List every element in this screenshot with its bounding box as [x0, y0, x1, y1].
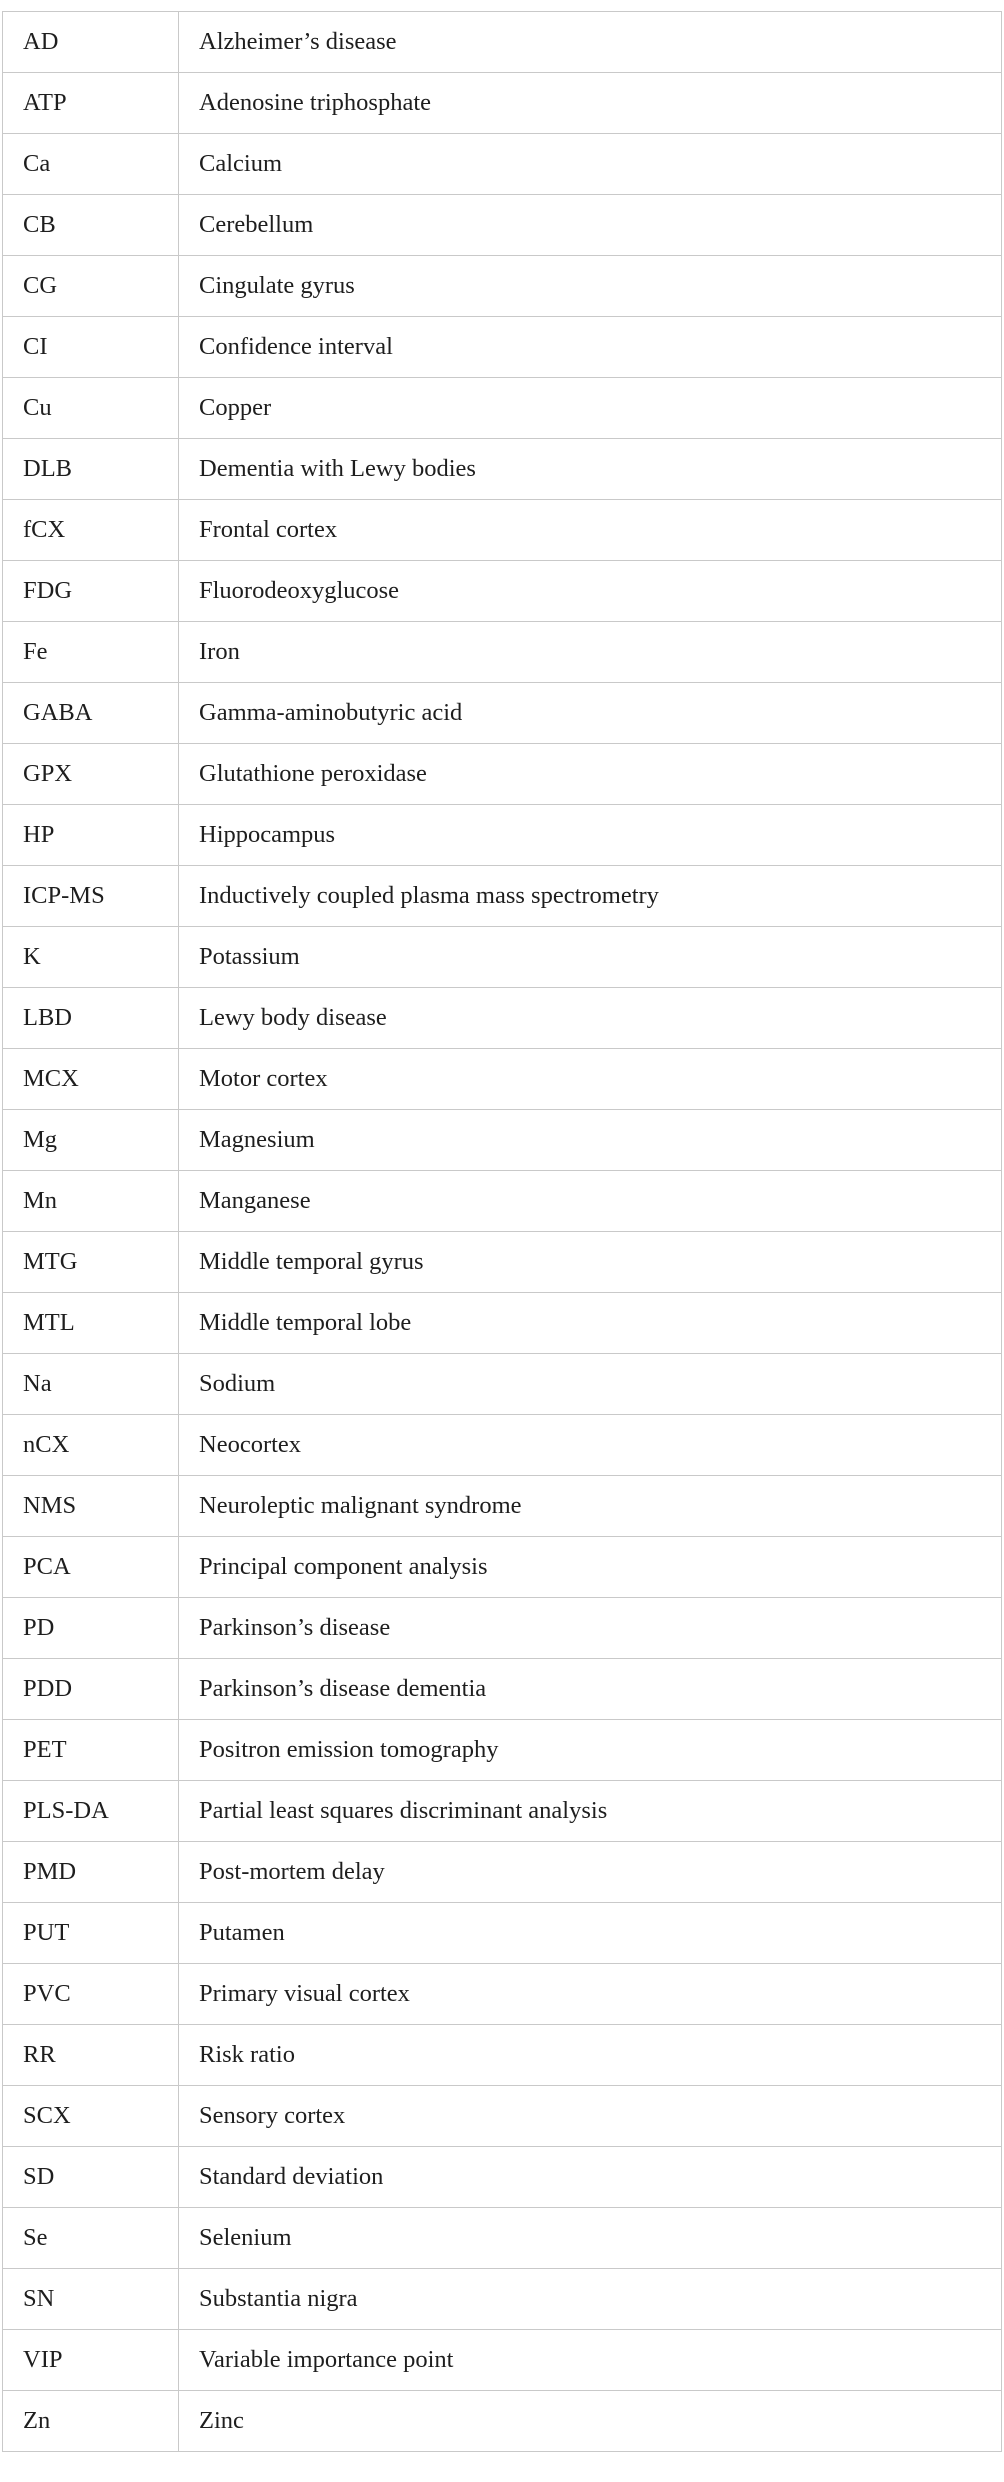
- table-row: [3, 2025, 1002, 2086]
- abbreviation-cell: ICP-MS: [3, 866, 179, 927]
- abbreviation-cell: PDD: [3, 1659, 179, 1720]
- table-row: [3, 683, 1002, 744]
- abbreviation-cell: LBD: [3, 988, 179, 1049]
- definition-cell: Variable importance point: [179, 2330, 1002, 2391]
- table-row: [3, 12, 1002, 73]
- definition-cell: Cingulate gyrus: [179, 256, 1002, 317]
- definition-cell: Zinc: [179, 2391, 1002, 2452]
- definition-cell: Lewy body disease: [179, 988, 1002, 1049]
- table-row: [3, 1476, 1002, 1537]
- abbreviation-cell: ATP: [3, 73, 179, 134]
- abbreviation-cell: SCX: [3, 2086, 179, 2147]
- definition-cell: Hippocampus: [179, 805, 1002, 866]
- definition-cell: Post-mortem delay: [179, 1842, 1002, 1903]
- definition-cell: Iron: [179, 622, 1002, 683]
- definition-cell: Motor cortex: [179, 1049, 1002, 1110]
- definition-cell: Middle temporal lobe: [179, 1293, 1002, 1354]
- table-row: [3, 1720, 1002, 1781]
- table-row: [3, 195, 1002, 256]
- definition-cell: Magnesium: [179, 1110, 1002, 1171]
- definition-cell: Middle temporal gyrus: [179, 1232, 1002, 1293]
- abbreviation-cell: PVC: [3, 1964, 179, 2025]
- definition-cell: Principal component analysis: [179, 1537, 1002, 1598]
- table-row: [3, 1293, 1002, 1354]
- definition-cell: Neocortex: [179, 1415, 1002, 1476]
- table-row: [3, 866, 1002, 927]
- definition-cell: Copper: [179, 378, 1002, 439]
- table-row: [3, 256, 1002, 317]
- definition-cell: Primary visual cortex: [179, 1964, 1002, 2025]
- abbreviation-cell: CB: [3, 195, 179, 256]
- table-row: [3, 744, 1002, 805]
- definition-cell: Potassium: [179, 927, 1002, 988]
- table-row: [3, 1354, 1002, 1415]
- table-row: [3, 73, 1002, 134]
- table-row: [3, 1842, 1002, 1903]
- table-row: [3, 1903, 1002, 1964]
- definition-cell: Alzheimer’s disease: [179, 12, 1002, 73]
- abbreviation-cell: GPX: [3, 744, 179, 805]
- abbreviation-cell: AD: [3, 12, 179, 73]
- definition-cell: Selenium: [179, 2208, 1002, 2269]
- abbreviation-cell: Fe: [3, 622, 179, 683]
- abbreviation-cell: PLS-DA: [3, 1781, 179, 1842]
- table-row: [3, 1171, 1002, 1232]
- definition-cell: Parkinson’s disease: [179, 1598, 1002, 1659]
- definition-cell: Standard deviation: [179, 2147, 1002, 2208]
- abbreviation-cell: Ca: [3, 134, 179, 195]
- table-row: [3, 561, 1002, 622]
- abbreviation-cell: Cu: [3, 378, 179, 439]
- table-row: [3, 317, 1002, 378]
- abbreviation-cell: HP: [3, 805, 179, 866]
- definition-cell: Positron emission tomography: [179, 1720, 1002, 1781]
- table-row: [3, 1537, 1002, 1598]
- abbreviation-cell: Na: [3, 1354, 179, 1415]
- table-row: [3, 1598, 1002, 1659]
- abbreviation-cell: fCX: [3, 500, 179, 561]
- table-row: [3, 927, 1002, 988]
- table-row: [3, 1964, 1002, 2025]
- definition-cell: Frontal cortex: [179, 500, 1002, 561]
- definition-cell: Sensory cortex: [179, 2086, 1002, 2147]
- table-row: [3, 134, 1002, 195]
- abbreviation-cell: MCX: [3, 1049, 179, 1110]
- definition-cell: Gamma-aminobutyric acid: [179, 683, 1002, 744]
- table-row: [3, 2330, 1002, 2391]
- table-row: [3, 622, 1002, 683]
- abbreviation-cell: GABA: [3, 683, 179, 744]
- abbreviation-cell: Mn: [3, 1171, 179, 1232]
- abbreviation-cell: DLB: [3, 439, 179, 500]
- abbreviation-cell: FDG: [3, 561, 179, 622]
- definition-cell: Calcium: [179, 134, 1002, 195]
- abbreviation-cell: MTL: [3, 1293, 179, 1354]
- table-row: [3, 988, 1002, 1049]
- abbreviation-cell: SD: [3, 2147, 179, 2208]
- abbreviation-cell: PUT: [3, 1903, 179, 1964]
- table-row: [3, 805, 1002, 866]
- abbreviation-cell: VIP: [3, 2330, 179, 2391]
- table-row: [3, 1049, 1002, 1110]
- abbreviation-cell: CI: [3, 317, 179, 378]
- definition-cell: Risk ratio: [179, 2025, 1002, 2086]
- abbreviation-cell: Mg: [3, 1110, 179, 1171]
- abbreviation-cell: CG: [3, 256, 179, 317]
- definition-cell: Confidence interval: [179, 317, 1002, 378]
- definition-cell: Manganese: [179, 1171, 1002, 1232]
- table-row: [3, 2147, 1002, 2208]
- definition-cell: Inductively coupled plasma mass spectrometry: [179, 866, 1002, 927]
- abbreviation-cell: PET: [3, 1720, 179, 1781]
- table-row: [3, 1110, 1002, 1171]
- abbreviation-cell: PCA: [3, 1537, 179, 1598]
- definition-cell: Fluorodeoxyglucose: [179, 561, 1002, 622]
- table-row: [3, 2269, 1002, 2330]
- table-row: [3, 378, 1002, 439]
- definition-cell: Adenosine triphosphate: [179, 73, 1002, 134]
- definition-cell: Sodium: [179, 1354, 1002, 1415]
- abbreviation-cell: K: [3, 927, 179, 988]
- definition-cell: Glutathione peroxidase: [179, 744, 1002, 805]
- abbreviations-table-body: [3, 12, 1002, 2452]
- abbreviation-cell: Se: [3, 2208, 179, 2269]
- abbreviation-cell: Zn: [3, 2391, 179, 2452]
- abbreviation-cell: PMD: [3, 1842, 179, 1903]
- definition-cell: Putamen: [179, 1903, 1002, 1964]
- abbreviation-cell: NMS: [3, 1476, 179, 1537]
- table-row: [3, 439, 1002, 500]
- abbreviation-cell: SN: [3, 2269, 179, 2330]
- definition-cell: Cerebellum: [179, 195, 1002, 256]
- table-row: [3, 2086, 1002, 2147]
- abbreviation-cell: MTG: [3, 1232, 179, 1293]
- table-row: [3, 2208, 1002, 2269]
- definition-cell: Dementia with Lewy bodies: [179, 439, 1002, 500]
- definition-cell: Partial least squares discriminant analysis: [179, 1781, 1002, 1842]
- table-row: [3, 2391, 1002, 2452]
- table-row: [3, 1659, 1002, 1720]
- table-row: [3, 1232, 1002, 1293]
- table-row: [3, 500, 1002, 561]
- table-row: [3, 1781, 1002, 1842]
- abbreviation-cell: RR: [3, 2025, 179, 2086]
- definition-cell: Parkinson’s disease dementia: [179, 1659, 1002, 1720]
- abbreviation-cell: nCX: [3, 1415, 179, 1476]
- abbreviations-table: [2, 11, 1002, 2452]
- table-row: [3, 1415, 1002, 1476]
- definition-cell: Substantia nigra: [179, 2269, 1002, 2330]
- abbreviation-cell: PD: [3, 1598, 179, 1659]
- definition-cell: Neuroleptic malignant syndrome: [179, 1476, 1002, 1537]
